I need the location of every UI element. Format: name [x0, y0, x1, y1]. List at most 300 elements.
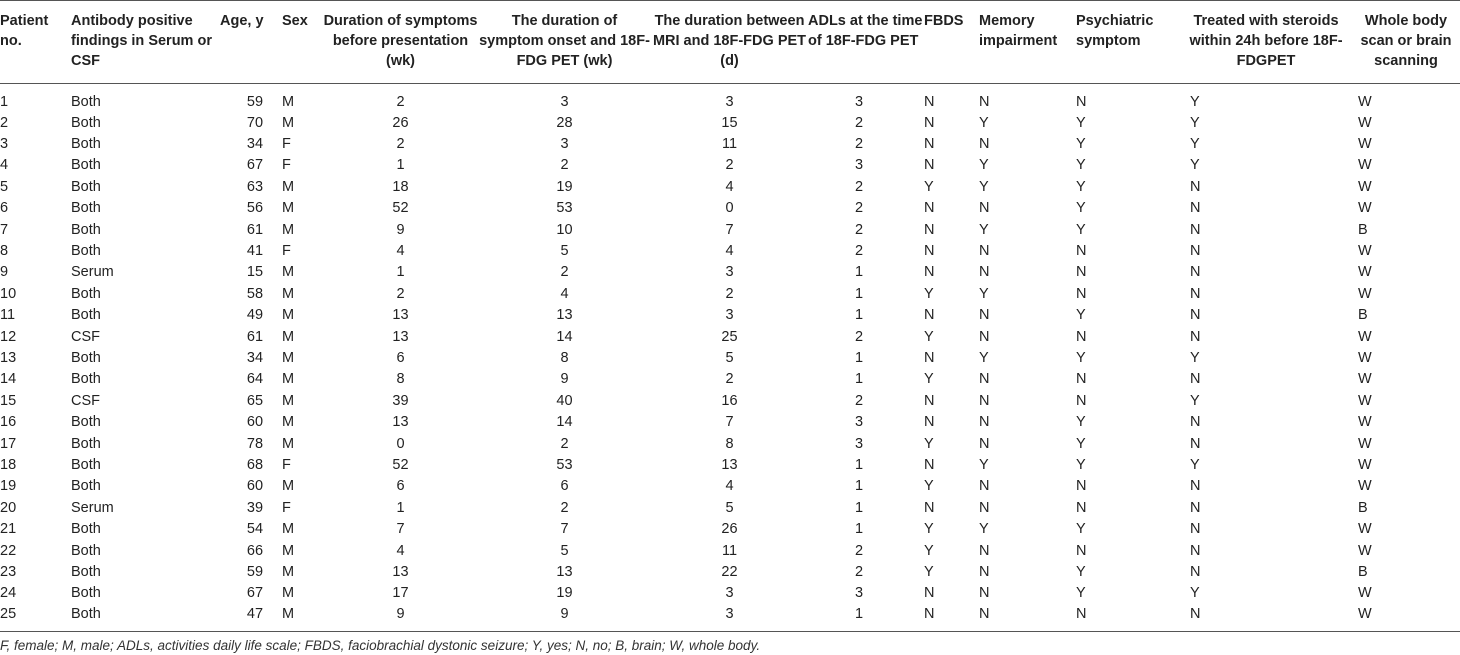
cell-psychiatric-symptom: N	[1076, 285, 1087, 302]
cell-memory-impairment: N	[979, 243, 990, 260]
cell-sex: F	[282, 456, 291, 473]
cell-duration-mri-pet: 0	[725, 200, 734, 217]
cell-duration-mri-pet: 2	[725, 371, 734, 388]
table-row	[0, 347, 1460, 368]
cell-steroids: Y	[1190, 392, 1200, 409]
cell-scan-type: W	[1358, 585, 1372, 602]
cell-age: 56	[246, 200, 264, 217]
cell-adls: 1	[854, 285, 864, 302]
cell-duration-before-presentation: 2	[396, 136, 405, 153]
cell-adls: 2	[854, 136, 864, 153]
cell-steroids: Y	[1190, 157, 1200, 174]
cell-steroids: N	[1190, 307, 1201, 324]
cell-memory-impairment: N	[979, 478, 990, 495]
table-row	[0, 155, 1460, 176]
cell-duration-mri-pet: 3	[725, 264, 734, 281]
cell-age: 68	[246, 456, 264, 473]
cell-sex: F	[282, 499, 291, 516]
cell-adls: 2	[854, 221, 864, 238]
cell-duration-mri-pet: 2	[725, 157, 734, 174]
cell-steroids: N	[1190, 563, 1201, 580]
cell-psychiatric-symptom: N	[1076, 264, 1087, 281]
cell-duration-mri-pet: 11	[721, 542, 738, 559]
cell-psychiatric-symptom: Y	[1076, 585, 1086, 602]
cell-duration-onset-pet: 7	[560, 521, 569, 538]
cell-scan-type: W	[1358, 157, 1372, 174]
cell-antibody: Both	[71, 349, 101, 366]
cell-psychiatric-symptom: N	[1076, 243, 1087, 260]
cell-sex: M	[282, 585, 295, 602]
table-row	[0, 540, 1460, 561]
cell-scan-type: W	[1358, 200, 1372, 217]
cell-duration-before-presentation: 6	[396, 478, 405, 495]
cell-adls: 2	[854, 243, 864, 260]
cell-adls: 1	[854, 499, 864, 516]
cell-antibody: Both	[71, 94, 101, 110]
cell-sex: M	[282, 542, 295, 559]
header-sex: Sex	[282, 1, 323, 84]
cell-fbds: Y	[924, 542, 934, 559]
cell-steroids: N	[1190, 178, 1201, 195]
table-row	[0, 283, 1460, 304]
cell-duration-onset-pet: 5	[560, 542, 569, 559]
cell-fbds: Y	[924, 563, 934, 580]
cell-adls: 2	[854, 114, 864, 131]
cell-steroids: N	[1190, 478, 1201, 495]
cell-fbds: N	[924, 221, 935, 238]
cell-duration-before-presentation: 9	[396, 605, 405, 622]
header-patient-no: Patient no.	[0, 1, 71, 84]
cell-patient-no: 18	[0, 456, 17, 473]
cell-antibody: Both	[71, 243, 101, 260]
cell-patient-no: 5	[0, 178, 9, 195]
cell-duration-before-presentation: 39	[392, 392, 409, 409]
cell-adls: 2	[854, 178, 864, 195]
cell-duration-before-presentation: 13	[392, 307, 409, 324]
cell-fbds: N	[924, 349, 935, 366]
cell-memory-impairment: Y	[979, 521, 989, 538]
cell-duration-onset-pet: 9	[560, 605, 569, 622]
cell-patient-no: 14	[0, 371, 17, 388]
cell-scan-type: B	[1358, 307, 1368, 324]
cell-memory-impairment: N	[979, 371, 990, 388]
cell-steroids: Y	[1190, 114, 1200, 131]
cell-duration-before-presentation: 52	[392, 456, 409, 473]
header-memory-impairment: Memory impairment	[979, 1, 1076, 84]
cell-duration-onset-pet: 13	[556, 307, 573, 324]
cell-age: 34	[246, 136, 264, 153]
cell-antibody: Both	[71, 585, 101, 602]
cell-fbds: Y	[924, 435, 934, 452]
cell-memory-impairment: N	[979, 605, 990, 622]
cell-duration-onset-pet: 4	[560, 285, 569, 302]
cell-age: 59	[246, 94, 264, 110]
cell-duration-mri-pet: 2	[725, 285, 734, 302]
cell-duration-mri-pet: 26	[721, 521, 738, 538]
cell-antibody: Both	[71, 478, 101, 495]
cell-scan-type: W	[1358, 478, 1372, 495]
cell-duration-onset-pet: 10	[556, 221, 573, 238]
cell-steroids: N	[1190, 542, 1201, 559]
cell-duration-mri-pet: 3	[725, 585, 734, 602]
cell-sex: M	[282, 200, 295, 217]
cell-antibody: Both	[71, 178, 101, 195]
cell-patient-no: 12	[0, 328, 17, 345]
cell-duration-before-presentation: 6	[396, 349, 405, 366]
cell-fbds: N	[924, 456, 935, 473]
cell-psychiatric-symptom: Y	[1076, 114, 1086, 131]
cell-adls: 1	[854, 264, 864, 281]
cell-duration-before-presentation: 2	[396, 94, 405, 110]
cell-sex: M	[282, 349, 295, 366]
cell-memory-impairment: N	[979, 499, 990, 516]
cell-fbds: Y	[924, 478, 934, 495]
cell-steroids: Y	[1190, 585, 1200, 602]
cell-psychiatric-symptom: N	[1076, 478, 1087, 495]
cell-duration-before-presentation: 1	[396, 264, 405, 281]
cell-sex: M	[282, 521, 295, 538]
cell-fbds: N	[924, 94, 935, 110]
cell-duration-before-presentation: 13	[392, 414, 409, 431]
cell-sex: F	[282, 157, 291, 174]
cell-patient-no: 10	[0, 285, 17, 302]
cell-adls: 1	[854, 521, 864, 538]
cell-age: 41	[246, 243, 264, 260]
cell-age: 67	[246, 585, 264, 602]
cell-duration-mri-pet: 22	[721, 563, 738, 580]
cell-psychiatric-symptom: Y	[1076, 307, 1086, 324]
cell-antibody: Both	[71, 371, 101, 388]
cell-age: 63	[246, 178, 264, 195]
table-row	[0, 176, 1460, 197]
cell-duration-mri-pet: 7	[725, 414, 734, 431]
cell-antibody: Both	[71, 136, 101, 153]
cell-duration-onset-pet: 28	[556, 114, 573, 131]
cell-memory-impairment: N	[979, 264, 990, 281]
cell-memory-impairment: N	[979, 307, 990, 324]
cell-duration-onset-pet: 2	[560, 435, 569, 452]
cell-adls: 2	[854, 200, 864, 217]
cell-steroids: N	[1190, 521, 1201, 538]
header-scan-type: Whole body scan or brain scanning	[1352, 1, 1460, 84]
header-adls: ADLs at the time of 18F-FDG PET	[808, 1, 924, 84]
cell-duration-onset-pet: 53	[556, 456, 573, 473]
header-row	[0, 1, 1460, 84]
cell-age: 65	[246, 392, 264, 409]
table-row	[0, 84, 1460, 113]
cell-scan-type: B	[1358, 221, 1368, 238]
cell-duration-onset-pet: 14	[556, 414, 573, 431]
cell-duration-before-presentation: 13	[392, 563, 409, 580]
cell-sex: M	[282, 285, 295, 302]
table-row	[0, 561, 1460, 582]
cell-duration-onset-pet: 19	[556, 585, 573, 602]
table-row	[0, 240, 1460, 261]
cell-age: 49	[246, 307, 264, 324]
cell-memory-impairment: N	[979, 585, 990, 602]
cell-memory-impairment: Y	[979, 114, 989, 131]
cell-duration-mri-pet: 5	[725, 499, 734, 516]
cell-steroids: Y	[1190, 94, 1200, 110]
cell-antibody: Both	[71, 285, 101, 302]
cell-patient-no: 19	[0, 478, 17, 495]
cell-duration-mri-pet: 4	[725, 478, 734, 495]
cell-patient-no: 9	[0, 264, 9, 281]
cell-antibody: Both	[71, 414, 101, 431]
cell-steroids: N	[1190, 200, 1201, 217]
table-row	[0, 497, 1460, 518]
cell-duration-before-presentation: 4	[396, 542, 405, 559]
cell-patient-no: 24	[0, 585, 17, 602]
cell-sex: M	[282, 94, 295, 110]
cell-duration-mri-pet: 15	[721, 114, 738, 131]
cell-age: 66	[246, 542, 264, 559]
cell-duration-before-presentation: 9	[396, 221, 405, 238]
cell-duration-mri-pet: 7	[725, 221, 734, 238]
cell-antibody: Both	[71, 563, 101, 580]
cell-fbds: N	[924, 136, 935, 153]
cell-duration-mri-pet: 5	[725, 349, 734, 366]
cell-duration-onset-pet: 2	[560, 499, 569, 516]
cell-patient-no: 20	[0, 499, 17, 516]
cell-memory-impairment: Y	[979, 157, 989, 174]
cell-adls: 3	[854, 435, 864, 452]
table-row	[0, 326, 1460, 347]
cell-memory-impairment: N	[979, 563, 990, 580]
cell-adls: 2	[854, 542, 864, 559]
cell-steroids: Y	[1190, 136, 1200, 153]
cell-sex: M	[282, 563, 295, 580]
cell-adls: 1	[854, 349, 864, 366]
cell-psychiatric-symptom: Y	[1076, 456, 1086, 473]
cell-psychiatric-symptom: N	[1076, 392, 1087, 409]
cell-scan-type: W	[1358, 371, 1372, 388]
table-row	[0, 198, 1460, 219]
table-row	[0, 433, 1460, 454]
cell-fbds: N	[924, 585, 935, 602]
header-duration-mri-pet: The duration between MRI and 18F-FDG PET (d)	[651, 1, 808, 84]
cell-antibody: Both	[71, 157, 101, 174]
cell-antibody: Both	[71, 307, 101, 324]
cell-steroids: N	[1190, 328, 1201, 345]
cell-duration-mri-pet: 16	[721, 392, 738, 409]
cell-duration-mri-pet: 3	[725, 605, 734, 622]
cell-scan-type: W	[1358, 456, 1372, 473]
cell-age: 78	[246, 435, 264, 452]
cell-duration-before-presentation: 13	[392, 328, 409, 345]
cell-antibody: Both	[71, 221, 101, 238]
cell-steroids: N	[1190, 264, 1201, 281]
cell-scan-type: W	[1358, 178, 1372, 195]
header-antibody-findings: Antibody positive findings in Serum or CSF	[71, 1, 220, 84]
cell-adls: 1	[854, 478, 864, 495]
cell-adls: 1	[854, 371, 864, 388]
cell-age: 61	[246, 221, 264, 238]
cell-fbds: Y	[924, 285, 934, 302]
cell-age: 15	[246, 264, 264, 281]
cell-age: 61	[246, 328, 264, 345]
cell-psychiatric-symptom: Y	[1076, 200, 1086, 217]
cell-duration-onset-pet: 2	[560, 264, 569, 281]
cell-duration-mri-pet: 4	[725, 243, 734, 260]
table-row	[0, 411, 1460, 432]
header-duration-before-presentation: Duration of symptoms before presentation (wk)	[323, 1, 478, 84]
cell-patient-no: 2	[0, 114, 9, 131]
cell-duration-onset-pet: 8	[560, 349, 569, 366]
cell-scan-type: W	[1358, 136, 1372, 153]
cell-fbds: N	[924, 200, 935, 217]
cell-duration-onset-pet: 13	[556, 563, 573, 580]
cell-duration-onset-pet: 3	[560, 136, 569, 153]
cell-steroids: N	[1190, 414, 1201, 431]
cell-fbds: N	[924, 499, 935, 516]
cell-duration-onset-pet: 2	[560, 157, 569, 174]
cell-steroids: Y	[1190, 456, 1200, 473]
cell-steroids: N	[1190, 243, 1201, 260]
cell-duration-mri-pet: 11	[721, 136, 738, 153]
cell-fbds: N	[924, 414, 935, 431]
cell-psychiatric-symptom: Y	[1076, 136, 1086, 153]
cell-age: 60	[246, 478, 264, 495]
cell-adls: 1	[854, 456, 864, 473]
cell-fbds: N	[924, 307, 935, 324]
cell-memory-impairment: N	[979, 94, 990, 110]
cell-fbds: N	[924, 243, 935, 260]
cell-patient-no: 21	[0, 521, 17, 538]
cell-adls: 3	[854, 585, 864, 602]
cell-scan-type: W	[1358, 94, 1372, 110]
cell-memory-impairment: Y	[979, 349, 989, 366]
cell-sex: F	[282, 136, 291, 153]
cell-scan-type: W	[1358, 521, 1372, 538]
cell-duration-before-presentation: 4	[396, 243, 405, 260]
cell-duration-before-presentation: 18	[392, 178, 409, 195]
cell-duration-onset-pet: 9	[560, 371, 569, 388]
cell-sex: M	[282, 435, 295, 452]
cell-antibody: Both	[71, 114, 101, 131]
cell-patient-no: 1	[0, 94, 9, 110]
table-bottom-rule	[0, 631, 1460, 632]
cell-age: 59	[246, 563, 264, 580]
cell-sex: M	[282, 605, 295, 622]
cell-duration-before-presentation: 2	[396, 285, 405, 302]
cell-sex: M	[282, 392, 295, 409]
cell-psychiatric-symptom: N	[1076, 328, 1087, 345]
cell-duration-onset-pet: 6	[560, 478, 569, 495]
cell-memory-impairment: N	[979, 414, 990, 431]
cell-sex: M	[282, 221, 295, 238]
cell-duration-onset-pet: 3	[560, 94, 569, 110]
cell-psychiatric-symptom: N	[1076, 371, 1087, 388]
cell-duration-mri-pet: 3	[725, 307, 734, 324]
cell-age: 60	[246, 414, 264, 431]
cell-duration-before-presentation: 26	[392, 114, 409, 131]
cell-memory-impairment: Y	[979, 456, 989, 473]
table-header	[0, 1, 1460, 84]
cell-duration-before-presentation: 17	[392, 585, 409, 602]
cell-scan-type: B	[1358, 563, 1368, 580]
cell-age: 70	[246, 114, 264, 131]
header-duration-onset-pet: The duration of symptom onset and 18F-FDG PET (wk)	[478, 1, 651, 84]
cell-sex: M	[282, 114, 295, 131]
cell-fbds: N	[924, 114, 935, 131]
cell-scan-type: W	[1358, 349, 1372, 366]
cell-patient-no: 8	[0, 243, 9, 260]
cell-patient-no: 17	[0, 435, 17, 452]
cell-duration-before-presentation: 7	[396, 521, 405, 538]
table-row	[0, 369, 1460, 390]
cell-adls: 1	[854, 307, 864, 324]
cell-adls: 3	[854, 414, 864, 431]
table-row	[0, 518, 1460, 539]
cell-patient-no: 16	[0, 414, 17, 431]
table-row	[0, 390, 1460, 411]
cell-patient-no: 4	[0, 157, 9, 174]
cell-scan-type: W	[1358, 392, 1372, 409]
cell-steroids: N	[1190, 499, 1201, 516]
cell-steroids: N	[1190, 605, 1201, 622]
cell-adls: 1	[854, 605, 864, 622]
cell-psychiatric-symptom: Y	[1076, 563, 1086, 580]
cell-antibody: CSF	[71, 392, 100, 409]
cell-adls: 2	[854, 392, 864, 409]
cell-scan-type: W	[1358, 328, 1372, 345]
cell-fbds: N	[924, 605, 935, 622]
cell-scan-type: W	[1358, 264, 1372, 281]
cell-fbds: Y	[924, 328, 934, 345]
cell-steroids: N	[1190, 285, 1201, 302]
cell-memory-impairment: Y	[979, 285, 989, 302]
cell-duration-mri-pet: 13	[721, 456, 738, 473]
table-body	[0, 84, 1460, 630]
cell-sex: M	[282, 371, 295, 388]
table-row	[0, 454, 1460, 475]
cell-steroids: N	[1190, 435, 1201, 452]
table-row	[0, 262, 1460, 283]
cell-memory-impairment: N	[979, 136, 990, 153]
cell-psychiatric-symptom: Y	[1076, 414, 1086, 431]
cell-psychiatric-symptom: Y	[1076, 157, 1086, 174]
cell-steroids: Y	[1190, 349, 1200, 366]
cell-sex: M	[282, 328, 295, 345]
cell-fbds: Y	[924, 178, 934, 195]
cell-age: 67	[246, 157, 264, 174]
cell-antibody: Both	[71, 456, 101, 473]
cell-duration-mri-pet: 25	[721, 328, 738, 345]
cell-antibody: Both	[71, 200, 101, 217]
cell-sex: M	[282, 478, 295, 495]
cell-antibody: Both	[71, 605, 101, 622]
header-psychiatric-symptom: Psychiatric symptom	[1076, 1, 1180, 84]
table-footnote: F, female; M, male; ADLs, activities daily life scale; FBDS, faciobrachial dystonic seizure; Y, yes; N, no; B, brain; W, whole body.	[0, 638, 761, 653]
cell-fbds: N	[924, 157, 935, 174]
header-steroids: Treated with steroids within 24h before 18F-FDGPET	[1180, 1, 1352, 84]
cell-adls: 3	[854, 157, 864, 174]
cell-sex: M	[282, 264, 295, 281]
cell-steroids: N	[1190, 221, 1201, 238]
cell-steroids: N	[1190, 371, 1201, 388]
cell-age: 64	[246, 371, 264, 388]
cell-duration-mri-pet: 4	[725, 178, 734, 195]
cell-age: 34	[246, 349, 264, 366]
cell-fbds: Y	[924, 521, 934, 538]
cell-memory-impairment: N	[979, 392, 990, 409]
cell-memory-impairment: Y	[979, 221, 989, 238]
cell-psychiatric-symptom: Y	[1076, 349, 1086, 366]
cell-psychiatric-symptom: Y	[1076, 521, 1086, 538]
cell-psychiatric-symptom: Y	[1076, 178, 1086, 195]
cell-patient-no: 6	[0, 200, 9, 217]
